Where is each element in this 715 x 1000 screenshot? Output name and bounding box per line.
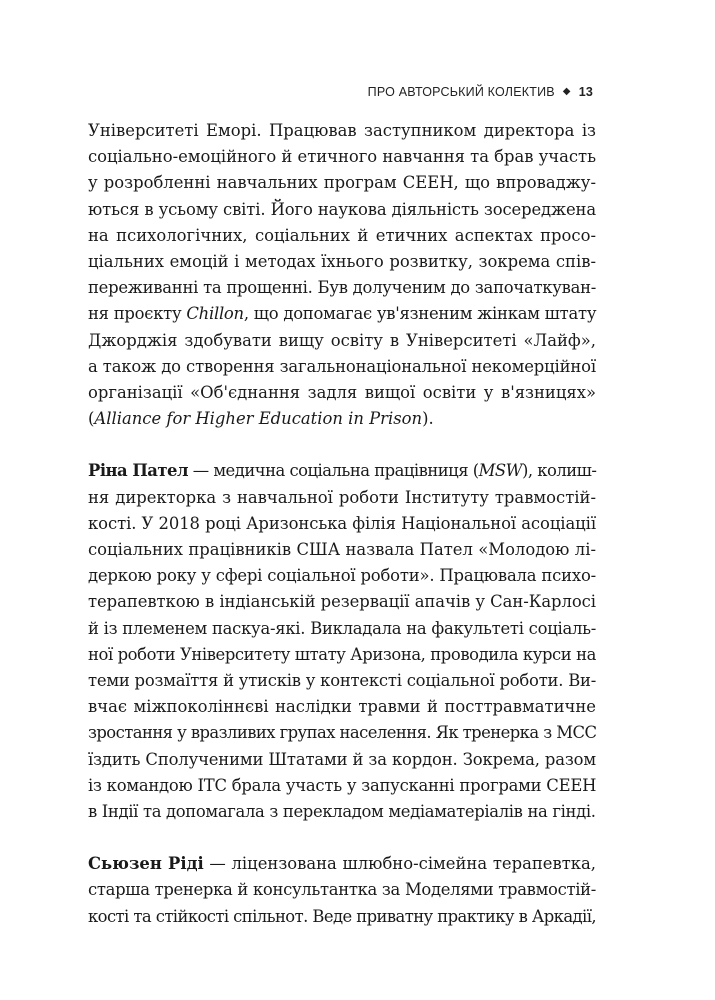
running-title: ПРО АВТОРСЬКИЙ КОЛЕКТИВ: [367, 85, 555, 99]
text-line: [88, 458, 596, 484]
text-segment: ), колиш-: [521, 461, 597, 481]
text-line: ціальних емоцій і методах їхнього розвитку, зокрема спів-: [88, 252, 596, 272]
text-segment: — ліцензована шлюбно-сімейна терапевтка,: [203, 854, 596, 874]
text-line: їздить Сполученими Штатами й за кордон. Зокрема, разом: [88, 749, 596, 769]
paragraph-bio-continued: [88, 118, 596, 432]
text-line: соціально-емоційного й етичного навчання та брав участь: [88, 147, 596, 167]
text-segment: ня проєкту: [88, 304, 187, 324]
text-segment: ).: [422, 409, 434, 429]
author-name: Сьюзен Ріді: [88, 854, 204, 874]
text-line: теми розмаїття й утисків у контексті соціальної роботи. Ви-: [88, 671, 597, 691]
text-line: організації «Об'єднання задля вищої освіти у в'язницях»: [88, 383, 596, 403]
page-number: 13: [578, 85, 593, 99]
text-line: зростання у вразливих групах населення. Як тренерка з МСС: [88, 723, 597, 743]
text-line: деркою року у сфері соціальної роботи». Працювала психо-: [88, 566, 597, 586]
text-line: ються в усьому світі. Його наукова діяльність зосереджена: [88, 199, 596, 219]
text-line: Університеті Еморі. Працював заступником директора із: [88, 121, 596, 140]
text-line: [88, 851, 596, 877]
text-line: а також до створення загальнонаціональної некомерційної: [88, 356, 596, 376]
text-segment: (: [88, 409, 95, 429]
text-line: кості. У 2018 році Аризонська філія Національної асоціації: [88, 513, 596, 533]
text-segment: — медична соціальна працівниця (: [188, 461, 479, 481]
text-line: в Індії та допомагала з перекладом медіаматеріалів на гінді.: [88, 802, 596, 822]
text-line: терапевткою в індіанській резервації апачів у Сан-Карлосі: [88, 592, 596, 612]
text-line: Джорджія здобувати вищу освіту в Університеті «Лайф»,: [88, 330, 596, 350]
paragraph-bio-rina-patel: [88, 458, 596, 825]
running-head: [368, 85, 593, 99]
text-line: ня директорка з навчальної роботи Інституту травмостій-: [88, 487, 596, 507]
paragraph-bio-susan-reedy: [88, 851, 596, 930]
text-segment: , що допомагає ув'язненим жінкам штату: [243, 304, 597, 324]
text-line: старша тренерка й консультантка за Моделями травмостій-: [88, 880, 596, 900]
text-line: у розробленні навчальних програм СЕЕН, що впроваджу-: [88, 173, 596, 193]
page-body: [88, 118, 596, 930]
text-line: вчає міжпоколіннєві наслідки травми й посттравматичне: [88, 697, 596, 717]
text-line: ної роботи Університету штату Аризона, проводила курси на: [88, 644, 596, 664]
text-line: на психологічних, соціальних й етичних аспектах просо-: [88, 225, 596, 245]
author-name: Ріна Пател: [88, 461, 189, 481]
paragraph-gap: [88, 432, 596, 458]
text-line: соціальних працівників США назвала Пател «Молодою лі-: [88, 540, 596, 560]
text-line: й із племенем паскуа-які. Викладала на факультеті соціаль-: [88, 618, 597, 638]
text-line: переживанні та прощенні. Був долученим до започаткуван-: [88, 278, 597, 298]
paragraph-gap: [88, 825, 596, 851]
italic-organization-name: Alliance for Higher Education in Prison: [94, 409, 423, 429]
italic-project-name: Chillon: [186, 304, 244, 324]
text-line: із командою ITC брала участь у запусканні програми СЕЕН: [88, 775, 597, 795]
text-line: [88, 301, 596, 327]
italic-degree: MSW: [478, 461, 522, 481]
text-line: кості та стійкості спільнот. Веде приватну практику в Аркадії,: [88, 906, 596, 926]
diamond-icon: ◆: [562, 86, 571, 97]
text-line: [88, 406, 596, 432]
